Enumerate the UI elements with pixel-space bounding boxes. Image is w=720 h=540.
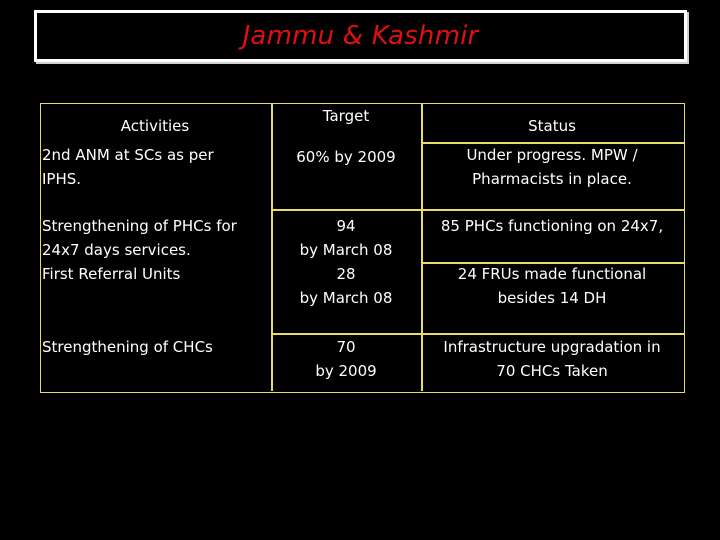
slide-title-box	[34, 10, 687, 62]
row2-target-fru: 28 by March 08	[299, 265, 393, 307]
row-divider-row2-top	[271, 209, 684, 211]
row2-target-phc: 94 by March 08	[299, 217, 393, 259]
row3-status: Infrastructure upgradation in 70 CHCs Taken	[443, 338, 661, 380]
row3-target: 70 by 2009	[315, 338, 377, 380]
row1-status: Under progress. MPW / Pharmacists in place.	[466, 146, 638, 188]
header-target: Target	[322, 107, 370, 125]
row2-activity: Strengthening of PHCs for 24x7 days services. First Referral Units	[42, 217, 237, 283]
header-status: Status	[528, 117, 576, 135]
header-activities: Activities	[120, 117, 190, 135]
row2-status-phc: 85 PHCs functioning on 24x7,	[440, 217, 664, 235]
row3-activity: Strengthening of CHCs	[42, 338, 213, 356]
slide-title: Jammu & Kashmir	[242, 21, 479, 51]
row1-target: 60% by 2009	[296, 148, 396, 166]
row2-status-fru: 24 FRUs made functional besides 14 DH	[457, 265, 647, 307]
row1-activity: 2nd ANM at SCs as per IPHS.	[42, 146, 214, 188]
